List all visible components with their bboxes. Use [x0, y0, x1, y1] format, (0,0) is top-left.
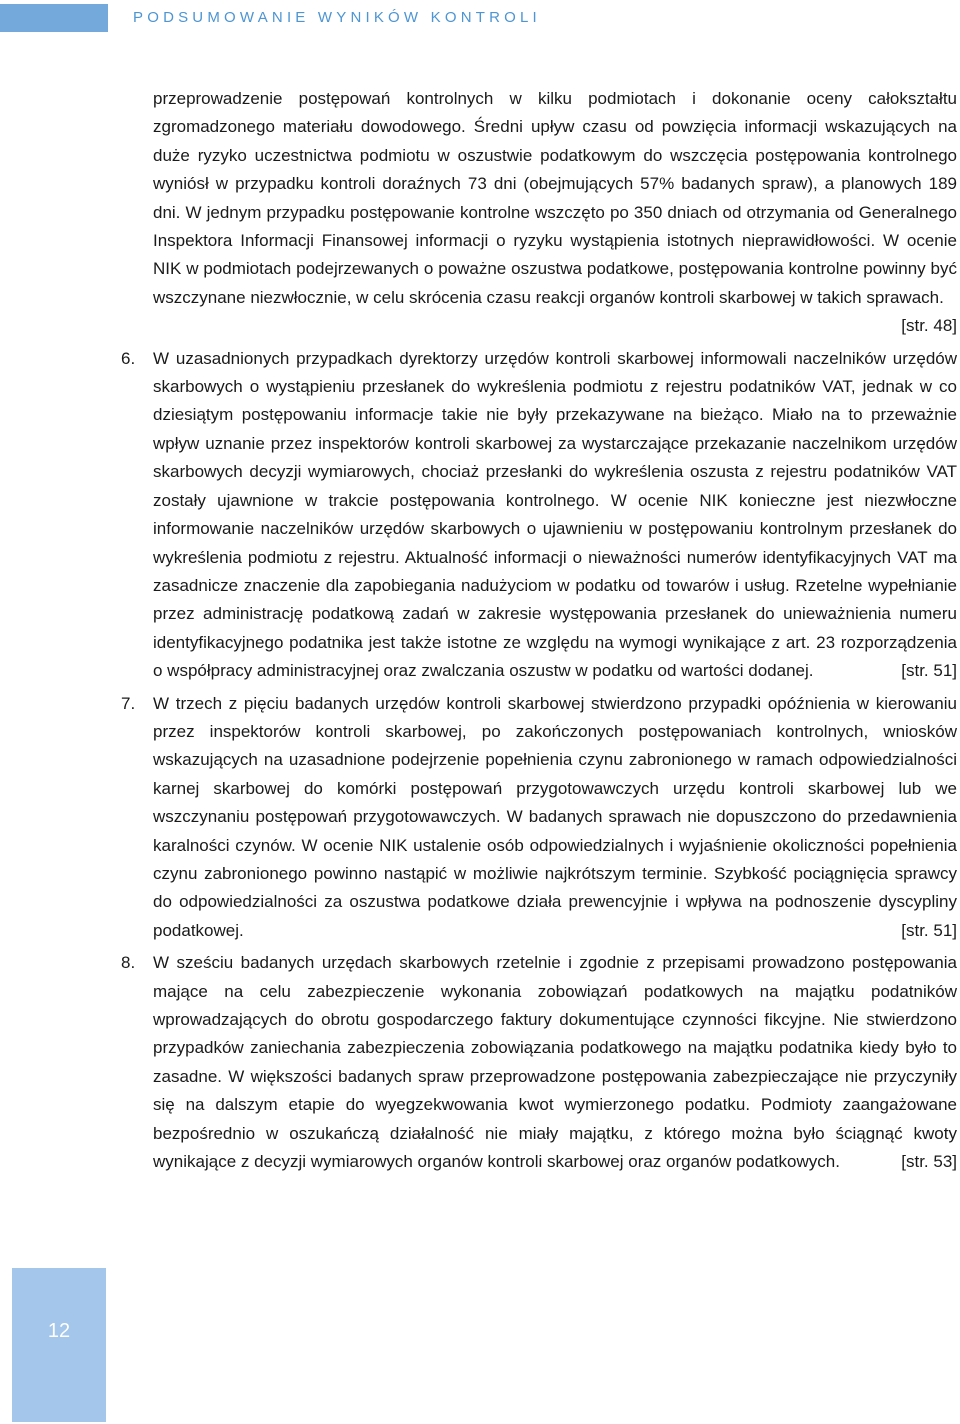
- paragraph-item-8: [121, 949, 957, 1176]
- paragraph-text: przeprowadzenie postępowań kontrolnych w kilku podmiotach i dokonanie oceny całokształtu zgromadzonego materiału dowodowego. Średni upływ czasu od powzięcia informacji wskazujących na duże ryzyko uczestnictwa podmiotu w oszustwie podatkowym do wszczęcia postępowania kontrolnego wyniósł w przypadku kontroli doraźnych 73 dni (obejmujących 57% badanych spraw), a planowych 189 dni. W jednym przypadku postępowanie kontrolne wszczęto po 350 dniach od otrzymania od Generalnego Inspektora Informacji Finansowej informacji o ryzyku wystąpienia istotnych nieprawidłowości. W ocenie NIK w podmiotach podejrzewanych o poważne oszustwa podatkowe, postępowania kontrolne powinny być wszczynane niezwłocznie, w celu skrócenia czasu reakcji organów kontroli skarbowej w takich sprawach.: [153, 89, 957, 307]
- paragraph-number: 6.: [121, 348, 136, 368]
- paragraph-text: W trzech z pięciu badanych urzędów kontroli skarbowej stwierdzono przypadki opóźnienia w kierowaniu przez inspektorów kontroli skarbowej, po zakończonych postępowaniach kontrolnych, wniosków wskazujących na uzasadnione podejrzenie popełnienia czynu zabronionego w ramach odpowiedzialności karnej skarbowej do komórki postępowań przygotowawczych urzędu kontroli skarbowej lub we wszczynaniu postępowań przygotowawczych. W badanych sprawach nie dopuszczono do przedawnienia karalności czynów. W ocenie NIK ustalenie osób odpowiedzialnych i wyjaśnienie okoliczności popełnienia czynu zabronionego powinno nastąpić w możliwie najkrótszym terminie. Szybkość pociągnięcia sprawcy do odpowiedzialności za oszustwa podatkowe działa prewencyjnie i wpływa na podnoszenie dyscypliny podatkowej.: [153, 693, 957, 940]
- paragraph-number: 7.: [121, 693, 136, 713]
- paragraph-item-6: [121, 345, 957, 686]
- page-number-tab: [12, 1268, 106, 1422]
- page-header: [0, 0, 960, 34]
- page-reference: [str. 51]: [901, 661, 957, 681]
- header-title: PODSUMOWANIE WYNIKÓW KONTROLI: [133, 9, 541, 26]
- paragraph-number: 8.: [121, 953, 136, 973]
- paragraph-continuation: [153, 85, 957, 341]
- paragraph-text: W uzasadnionych przypadkach dyrektorzy urzędów kontroli skarbowej informowali naczelników urzędów skarbowych o wystąpieniu przesłanek do wykreślenia podmiotu z rejestru podatników VAT, jednak w co dziesiątym postępowaniu informacje takie nie były przekazywane na bieżąco. Miało na to przeważnie wpływ uznanie przez inspektorów kontroli skarbowej za wystarczające przekazanie naczelnikom urzędów skarbowych decyzji wymiarowych, chociaż przesłanki do wykreślenia oszusta z rejestru podatników VAT zostały ujawnione w trakcie postępowania kontrolnego. W ocenie NIK konieczne jest niezwłoczne informowanie naczelników urzędów skarbowych o ujawnieniu w postępowaniu kontrolnym przesłanek do wykreślenia podmiotu z rejestru. Aktualność informacji o nieważności numerów identyfikacyjnych VAT ma zasadnicze znaczenie dla zapobiegania nadużyciom w podatku od towarów i usług. Rzetelne wypełnianie przez administrację podatkową zadań w zakresie występowania przesłanek do unieważnienia numeru identyfikacyjnego podatnika jest także istotne ze względu na wymogi wynikające z art. 23 rozporządzenia o współpracy administracyjnej oraz zwalczania oszustw w podatku od wartości dodanej.: [153, 348, 957, 681]
- paragraph-text: W sześciu badanych urzędach skarbowych rzetelnie i zgodnie z przepisami prowadzono postępowania mające na celu zabezpieczenie wykonania zobowiązań podatkowych na majątku podatników wprowadzających do obrotu gospodarczego faktury dokumentujące czynności fikcyjne. Nie stwierdzono przypadków zaniechania zabezpieczenia zobowiązania podatkowego na majątku podatnika kiedy było to zasadne. W większości badanych spraw przeprowadzone postępowania zabezpieczające nie przyczyniły się na dalszym etapie do wyegzekwowania kwot wymierzonego podatku. Podmioty zaangażowane bezpośrednio w oszukańczą działalność nie miały majątku, z którego można było ściągnąć kwoty wynikające z decyzji wymiarowych organów kontroli skarbowej oraz organów podatkowych.: [153, 953, 957, 1172]
- page-number: 12: [47, 1320, 71, 1342]
- paragraph-item-7: [121, 690, 957, 946]
- header-color-block: [0, 4, 108, 32]
- page-reference: [str. 53]: [901, 1152, 957, 1172]
- document-body: [121, 85, 957, 1180]
- page-reference: [str. 48]: [901, 316, 957, 336]
- page-reference: [str. 51]: [901, 920, 957, 940]
